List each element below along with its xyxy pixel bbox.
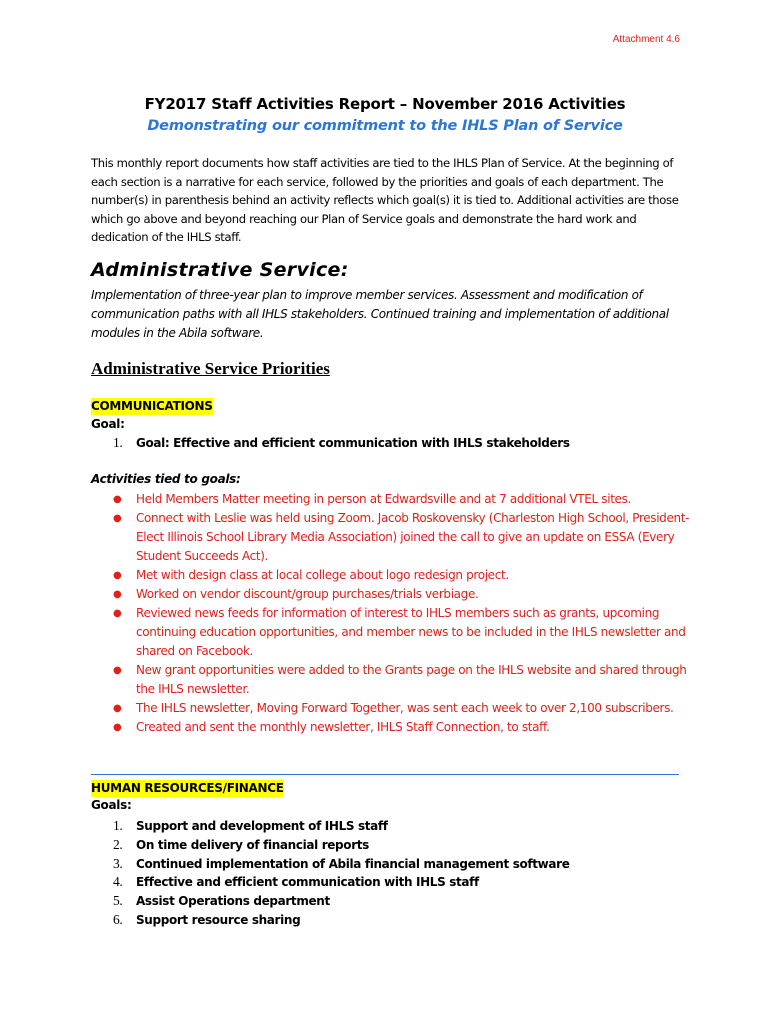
goal-number: 6. xyxy=(113,911,123,927)
hr-goals-label: Goals: xyxy=(91,798,132,812)
goal-item xyxy=(91,855,570,874)
bullet-icon: ● xyxy=(113,722,122,733)
activity-item xyxy=(91,661,691,699)
goal-item xyxy=(91,892,570,911)
intro-paragraph: This monthly report documents how staff activities are tied to the IHLS Plan of Service. At the beginning of each section is a narrative for each service, followed by the priorities and goals of each department. The number(s) in parenthesis behind an activity reflects which goal(s) it is tied to. Additional activities are those which go above and beyond reaching our Plan of Service goals and demonstrate the hard work and dedication of the IHLS staff. xyxy=(91,156,679,244)
goal-text: Support resource sharing xyxy=(136,912,301,927)
communications-goal-list xyxy=(91,434,570,453)
goal-text: Continued implementation of Abila financial management software xyxy=(136,856,570,871)
activity-item xyxy=(91,566,691,585)
bullet-icon: ● xyxy=(113,570,122,581)
goal-number: 4. xyxy=(113,874,123,890)
goal-item xyxy=(91,911,570,930)
communications-goal-label: Goal: xyxy=(91,417,125,431)
activity-item xyxy=(91,585,691,604)
page-subtitle: Demonstrating our commitment to the IHLS Plan of Service xyxy=(147,118,623,134)
activity-item xyxy=(91,604,691,661)
activity-text: Reviewed news feeds for information of interest to IHLS members such as grants, upcoming continuing education opportunities, and member news to be included in the IHLS newsletter and shared on Facebook. xyxy=(136,606,686,658)
goal-text: On time delivery of financial reports xyxy=(136,837,369,852)
activity-item xyxy=(91,509,691,566)
goal-text: Support and development of IHLS staff xyxy=(136,819,388,833)
activity-text: Created and sent the monthly newsletter, IHLS Staff Connection, to staff. xyxy=(136,720,550,734)
bullet-icon: ● xyxy=(113,703,122,714)
activity-text: The IHLS newsletter, Moving Forward Together, was sent each week to over 2,100 subscribers. xyxy=(136,701,674,715)
goal-item xyxy=(91,873,570,892)
bullet-icon: ● xyxy=(113,494,122,505)
activity-text: New grant opportunities were added to the Grants page on the IHLS website and shared through the IHLS newsletter. xyxy=(136,663,687,696)
goal-number: 3. xyxy=(113,855,123,871)
activity-item xyxy=(91,699,691,718)
hr-finance-label: HUMAN RESOURCES/FINANCE xyxy=(91,781,284,795)
attachment-label: Attachment 4.6 xyxy=(612,34,680,45)
activity-item xyxy=(91,490,691,509)
activities-label: Activities tied to goals: xyxy=(91,472,241,486)
section-divider xyxy=(91,774,679,775)
goal-number: 1. xyxy=(113,818,123,833)
goal-text: Assist Operations department xyxy=(136,894,330,909)
admin-service-heading: Administrative Service: xyxy=(91,259,349,281)
page-title: FY2017 Staff Activities Report – November 2016 Activities xyxy=(144,95,626,113)
goal-item xyxy=(91,836,570,855)
activities-list xyxy=(91,490,691,737)
activity-item xyxy=(91,718,691,737)
bullet-icon: ● xyxy=(113,589,122,600)
goal-number: 2. xyxy=(113,836,123,852)
activity-text: Met with design class at local college about logo redesign project. xyxy=(136,568,509,582)
communications-label: COMMUNICATIONS xyxy=(91,399,213,413)
goal-number: 1. xyxy=(113,435,123,450)
priorities-heading: Administrative Service Priorities xyxy=(91,359,330,378)
goal-number: 5. xyxy=(113,893,123,909)
hr-goal-list xyxy=(91,817,570,930)
activity-text: Connect with Leslie was held using Zoom. Jacob Roskovensky (Charleston High School, President-Elect Illinois School Library Media Association) joined the call to give an update on ESSA (Every Student Succeeds Act). xyxy=(136,511,690,563)
bullet-icon: ● xyxy=(113,608,122,619)
goal-text: Goal: Effective and efficient communication with IHLS stakeholders xyxy=(136,436,570,450)
goal-item xyxy=(91,434,570,453)
bullet-icon: ● xyxy=(113,513,122,524)
activity-text: Held Members Matter meeting in person at Edwardsville and at 7 additional VTEL sites. xyxy=(136,492,631,506)
bullet-icon: ● xyxy=(113,665,122,676)
activity-text: Worked on vendor discount/group purchases/trials verbiage. xyxy=(136,587,479,601)
goal-item xyxy=(91,817,570,836)
admin-service-description: Implementation of three-year plan to improve member services. Assessment and modification of communication paths with all IHLS stakeholders. Continued training and implementation of additional modules in the Abila software. xyxy=(91,288,669,340)
goal-text: Effective and efficient communication with IHLS staff xyxy=(136,875,479,890)
